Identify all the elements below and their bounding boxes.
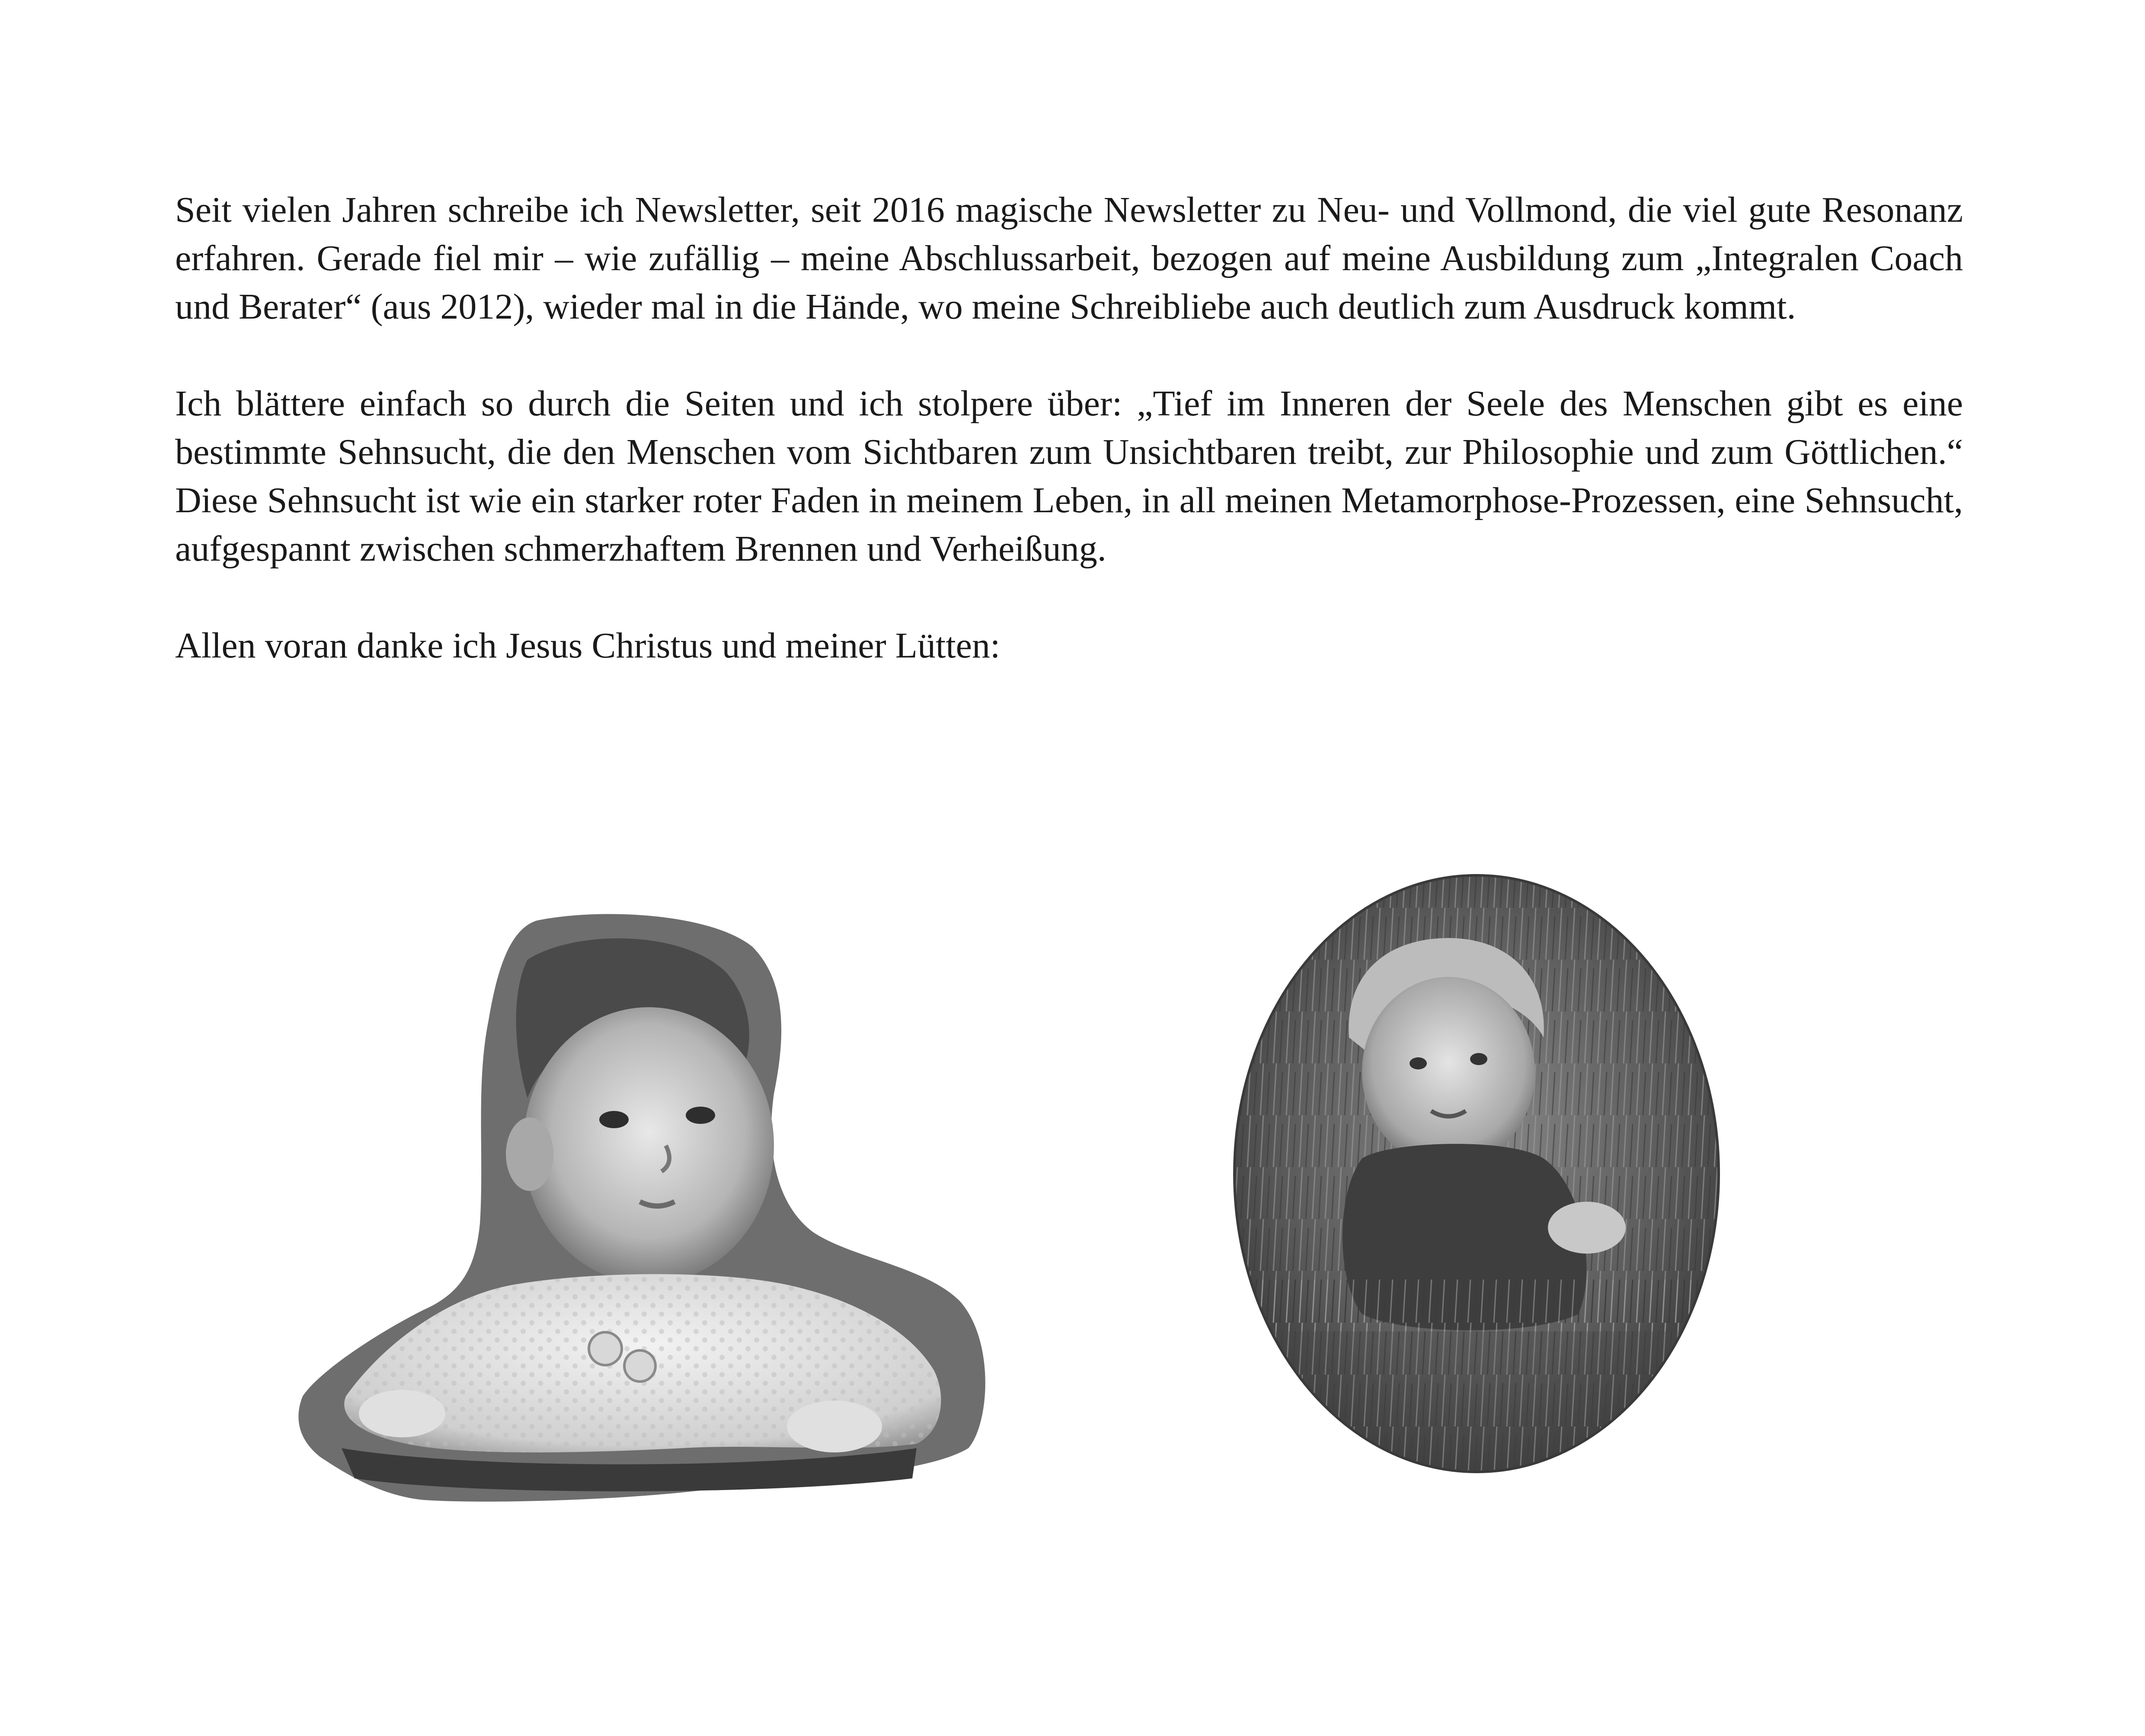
paragraph-2: Ich blättere einfach so durch die Seiten und ich stolpere über: „Tief im Inneren der Seele des Menschen gibt es eine bestimmte Sehnsucht, die den Menschen vom Sichtbaren zum Unsichtbaren treibt, zur Philosophie und zum Göttlichen.“ Diese Sehnsucht ist wie ein starker roter Faden in meinem Leben, in all meinen Metamorphose-Prozessen, eine Sehnsucht, aufgespannt zwischen schmerzhaftem Brennen und Verheißung. (175, 383, 1963, 569)
paragraph-1: Seit vielen Jahren schreibe ich Newsletter, seit 2016 magische Newsletter zu Neu- und Vollmond, die viel gute Resonanz erfahren. Gerade fiel mir – wie zufällig – meine Abschlussarbeit, bezogen auf meine Ausbildung zum „Integralen Coach und Berater“ (aus 2012), wieder mal in die Hände, wo meine Schreibliebe auch deutlich zum Ausdruck kommt. (175, 190, 1963, 327)
body-text (175, 186, 1963, 718)
child-photo (1206, 856, 1747, 1491)
paragraph-3: Allen voran danke ich Jesus Christus und meiner Lütten: (175, 625, 1001, 666)
baby-photo (294, 912, 1003, 1504)
